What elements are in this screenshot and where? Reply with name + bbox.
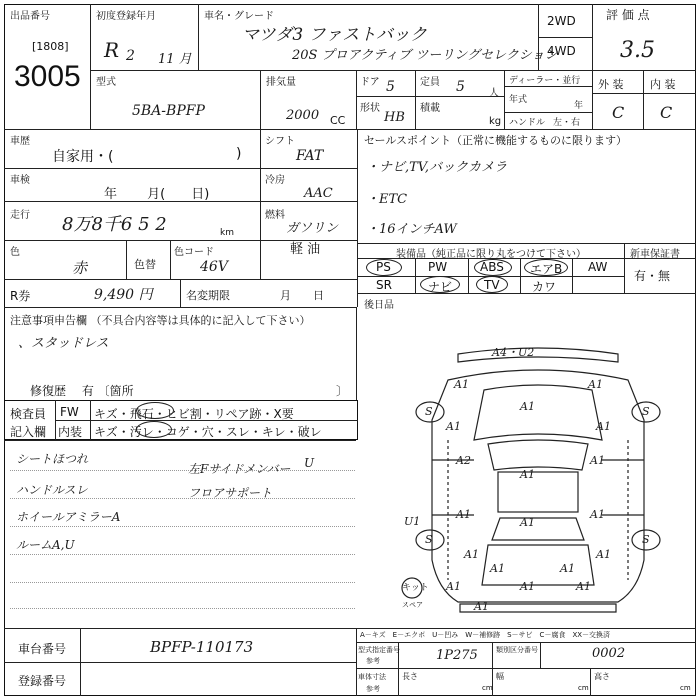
spare-label: スペア — [402, 601, 423, 609]
mark-16: A1 — [446, 580, 461, 593]
reg-label: 登録番号 — [18, 674, 67, 688]
recycle-label: R券 — [10, 289, 31, 303]
mileage-value: 8万8千6 5 2 — [62, 214, 167, 235]
mark-5: A1 — [596, 420, 611, 433]
ref-label-1: 参考 — [366, 657, 380, 665]
km-unit: km — [220, 228, 234, 238]
equip-aw: AW — [588, 260, 608, 274]
ac-label: 冷房 — [265, 175, 285, 186]
chassis-value: BPFP-110173 — [150, 638, 254, 656]
load-label: 積載 — [420, 103, 440, 114]
model-year-label: 年式 — [509, 95, 528, 105]
shape-value: HB — [384, 110, 405, 125]
circle-stain — [136, 421, 172, 438]
score-label: 評 価 点 — [606, 8, 650, 22]
history-label: 車歴 — [10, 136, 30, 147]
remark-right-1: 左Fサイドメンバー — [188, 462, 291, 476]
mark-11: A1 — [520, 516, 535, 529]
interior-label: 内 装 — [650, 78, 676, 91]
grade: 20S プロアクティブ ツーリングセレクション — [292, 48, 558, 63]
history-close: ) — [236, 146, 242, 162]
fw-items: キズ・飛石・ヒビ割・リペア跡・X要 — [94, 407, 294, 421]
model-grade-label: 車名・グレード — [204, 11, 274, 22]
s-mark-4: S — [642, 533, 650, 546]
circle-chip — [136, 402, 174, 419]
mark-9: A1 — [456, 508, 471, 521]
sales-point-2: ・ETC — [366, 192, 408, 207]
model-doc-label: 型式指定番号 — [358, 646, 400, 654]
color-code-label: 色コード — [174, 247, 214, 258]
displacement-value: 2000 — [286, 108, 320, 123]
lot-number: 3005 — [14, 60, 81, 93]
model-name: マツダ3 ファストバック — [242, 25, 427, 45]
mark-17: A1 — [520, 580, 535, 593]
mark-14: A1 — [490, 562, 505, 575]
recycle-value: 9,490 円 — [94, 287, 153, 303]
repair-close: 〕 — [336, 384, 349, 398]
drive-4wd: 4WD — [547, 44, 576, 58]
interior-grade: C — [660, 103, 673, 122]
mark-6: A2 — [456, 454, 471, 467]
remark-3: ホイールアミラーA — [16, 510, 121, 524]
equip-abs: ABS — [480, 260, 504, 274]
mark-2: A1 — [588, 378, 603, 391]
fuel-gas: ガソリン — [286, 221, 339, 236]
ac-value: AAC — [304, 186, 333, 201]
equip-pw: PW — [428, 260, 448, 274]
capacity-value: 5 — [456, 79, 465, 95]
lot-label: 出品番号 — [10, 11, 50, 22]
handle-label: ハンドル — [509, 118, 546, 128]
width-unit: cm — [578, 684, 589, 692]
mark-4: A1 — [446, 420, 461, 433]
inspection-label: 車検 — [10, 175, 30, 186]
s-mark-2: S — [642, 405, 650, 418]
length-label: 長さ — [402, 672, 418, 681]
score-value: 3.5 — [620, 38, 655, 63]
length-unit: cm — [482, 684, 493, 692]
exterior-label: 外 装 — [598, 78, 624, 91]
circle-navi — [420, 276, 460, 293]
displacement-label: 排気量 — [266, 77, 296, 88]
mark-7: A1 — [520, 468, 535, 481]
circle-ps — [366, 259, 402, 276]
height-unit: cm — [680, 684, 691, 692]
body-label: 車体寸法 — [358, 673, 386, 681]
inspection-value: 年 月( 日) — [104, 187, 210, 202]
car-diagram — [388, 340, 688, 620]
remark-2: ハンドルスレ — [16, 483, 88, 497]
first-reg-year: 2 — [126, 48, 135, 64]
drive-2wd: 2WD — [547, 14, 576, 28]
category-label: 類別区分番号 — [496, 646, 538, 654]
cc-unit: CC — [330, 114, 346, 127]
mark-12: A1 — [464, 548, 479, 561]
model-doc-value: 1P275 — [436, 648, 478, 663]
notes-value: 、スタッドレス — [18, 336, 109, 351]
equip-tv: TV — [484, 278, 500, 292]
vu-mark: U — [304, 456, 315, 470]
shift-value: FAT — [296, 148, 324, 164]
circle-abs — [474, 259, 512, 276]
equip-airbag: エアB — [530, 262, 563, 276]
in-label: 内装 — [58, 425, 83, 439]
inspector-label-1: 検査員 — [10, 407, 47, 421]
category-value: 0002 — [592, 646, 626, 661]
notes-label: 注意事項申告欄 （不具合内容等は具体的に記入して下さい） — [10, 314, 311, 327]
repair-label: 修復歴 有 〔箇所 — [30, 384, 134, 398]
mark-18: A1 — [576, 580, 591, 593]
dealer-label: ディーラー・並行 — [509, 76, 581, 86]
doors-label: ドア — [360, 77, 380, 88]
mark-10: A1 — [590, 508, 605, 521]
warranty-label: 新車保証書 — [630, 249, 680, 260]
color-label: 色 — [10, 247, 20, 258]
height-label: 高さ — [594, 672, 610, 681]
type-label: 型式 — [96, 77, 116, 88]
mark-3: A1 — [520, 400, 535, 413]
mark-19: A1 — [474, 600, 489, 613]
mark-1: A1 — [454, 378, 469, 391]
capacity-label: 定員 — [420, 77, 440, 88]
circle-airbag — [524, 259, 568, 276]
s-mark-1: S — [425, 405, 433, 418]
person-unit: 人 — [489, 88, 499, 99]
fw-label: FW — [60, 405, 79, 419]
sales-points-label: セールスポイント（正常に機能するものに限ります） — [364, 134, 628, 147]
first-reg-month: 11 月 — [158, 52, 192, 67]
doors-value: 5 — [386, 79, 395, 95]
equip-navi: ナビ — [428, 280, 453, 294]
equipment-label: 装備品（純正品に限り丸をつけて下さい） — [396, 249, 586, 260]
first-reg-era: R — [104, 38, 120, 62]
mark-20: U1 — [404, 515, 421, 528]
mileage-label: 走行 — [10, 210, 30, 221]
mark-8: A1 — [590, 454, 605, 467]
chassis-label: 車台番号 — [18, 642, 67, 656]
remark-4: ルームA,U — [16, 538, 75, 552]
equip-leather: カワ — [532, 280, 557, 294]
exterior-grade: C — [612, 103, 625, 122]
equip-sr: SR — [376, 278, 392, 292]
color-value: 赤 — [72, 259, 88, 277]
width-label: 幅 — [496, 672, 504, 681]
warranty-value: 有・無 — [634, 269, 671, 283]
color-no-label: 色替 — [134, 258, 156, 271]
color-code-value: 46V — [200, 259, 228, 275]
remark-1: シートほつれ — [16, 452, 89, 466]
fuel-diesel: 軽 油 — [290, 242, 321, 257]
name-change-value: 月 日 — [280, 289, 324, 302]
year-unit: 年 — [574, 101, 584, 111]
ref-label-2: 参考 — [366, 685, 380, 693]
back-day-label: 後日品 — [364, 300, 394, 311]
remark-right-2: フロアサポート — [188, 486, 273, 500]
history-value: 自家用・( — [52, 149, 114, 165]
shape-label: 形状 — [360, 103, 380, 114]
equip-ps: PS — [376, 260, 391, 274]
in-items: キズ・汚レ・コゲ・穴・スレ・キレ・破レ — [94, 425, 322, 439]
sales-point-3: ・16インチAW — [366, 222, 457, 237]
mark-13: A1 — [596, 548, 611, 561]
circle-tv — [476, 276, 508, 293]
sales-point-1: ・ナビ,TV,バックカメラ — [366, 160, 508, 175]
first-reg-label: 初度登録年月 — [96, 11, 156, 22]
handle-options: 左・右 — [553, 118, 581, 128]
mark-15: A1 — [560, 562, 575, 575]
fuel-label: 燃料 — [265, 210, 285, 221]
lot-code: [1808] — [32, 40, 69, 53]
kg-unit: kg — [489, 116, 502, 127]
legend: A－キズ E－エクボ U－凹み W－補修跡 S－サビ C－腐食 XX－交換済 — [360, 631, 611, 639]
shift-label: シフト — [265, 136, 295, 147]
inspector-label-2: 記入欄 — [10, 425, 47, 439]
s-mark-3: S — [425, 533, 433, 546]
mark-front: A4・U2 — [492, 346, 535, 359]
type-value: 5BA-BPFP — [132, 103, 205, 119]
name-change-label: 名変期限 — [186, 289, 230, 302]
kit-label: キット — [402, 583, 429, 593]
